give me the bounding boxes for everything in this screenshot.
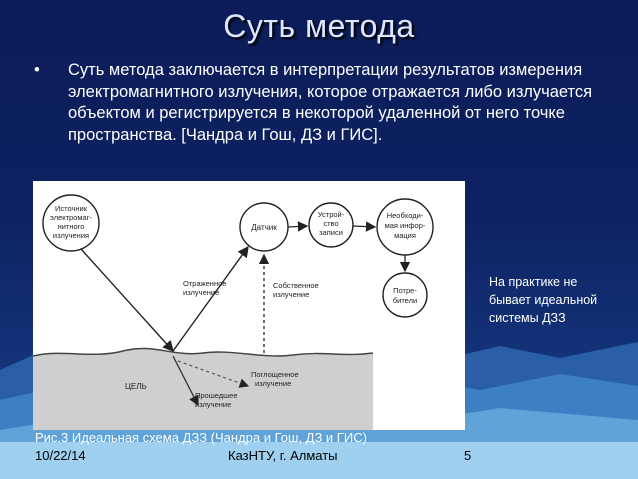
info-label-2: мая инфор- — [384, 221, 426, 230]
info-label-3: мация — [394, 231, 416, 240]
info-label-1: Необходи- — [386, 211, 424, 220]
footer-organization: КазНТУ, г. Алматы — [228, 448, 338, 463]
bullet-text: Суть метода заключается в интерпретации результатов измерения электромагнитного излучения, которое отражается либо излучается объектом и регистрируется в некоторой удаленной от него точке пространства. [Чандра и Гош, ДЗ и ГИС]. — [68, 61, 593, 144]
remote-sensing-diagram — [33, 181, 465, 430]
emitted-label-1: Собственное — [273, 281, 319, 290]
recorder-label-2: ство — [323, 219, 339, 228]
transmitted-label-1: Прошедшее — [195, 391, 238, 400]
figure-caption: Рис.3 Идеальная схема ДЗЗ (Чандра и Гош, ДЗ и ГИС) — [35, 430, 367, 445]
users-label-1: Потре- — [393, 286, 417, 295]
source-label-1: Источник — [54, 204, 88, 213]
reflected-label-1: Отраженное — [183, 279, 227, 288]
source-label-3: нитного — [57, 222, 85, 231]
target-label: ЦЕЛЬ — [125, 382, 147, 391]
recorder-label-3: записи — [319, 228, 343, 237]
bullet-paragraph — [34, 60, 625, 146]
source-label-2: электромаг- — [50, 213, 92, 222]
users-label-2: бители — [392, 296, 418, 305]
incident-ray — [81, 249, 173, 351]
recorder-label-1: Устрой- — [317, 210, 345, 219]
bullet-marker: • — [34, 61, 40, 79]
slide-title: Суть метода — [223, 8, 415, 44]
reflected-label-2: излучение — [183, 288, 220, 297]
side-note: На практике не бывает идеальной системы ДЗЗ — [489, 275, 598, 325]
sensor-label: Датчик — [251, 223, 277, 232]
transmitted-label-2: излучение — [195, 400, 232, 409]
absorbed-label-1: Поглощенное — [251, 370, 299, 379]
footer-date: 10/22/14 — [35, 448, 86, 463]
footer-page-number: 5 — [464, 448, 472, 463]
source-label-4: излучения — [52, 231, 90, 240]
users-circle — [383, 273, 427, 317]
emitted-label-2: излучение — [273, 290, 310, 299]
reflected-ray — [173, 247, 248, 351]
absorbed-label-2: излучение — [255, 379, 292, 388]
target-surface — [33, 348, 373, 430]
